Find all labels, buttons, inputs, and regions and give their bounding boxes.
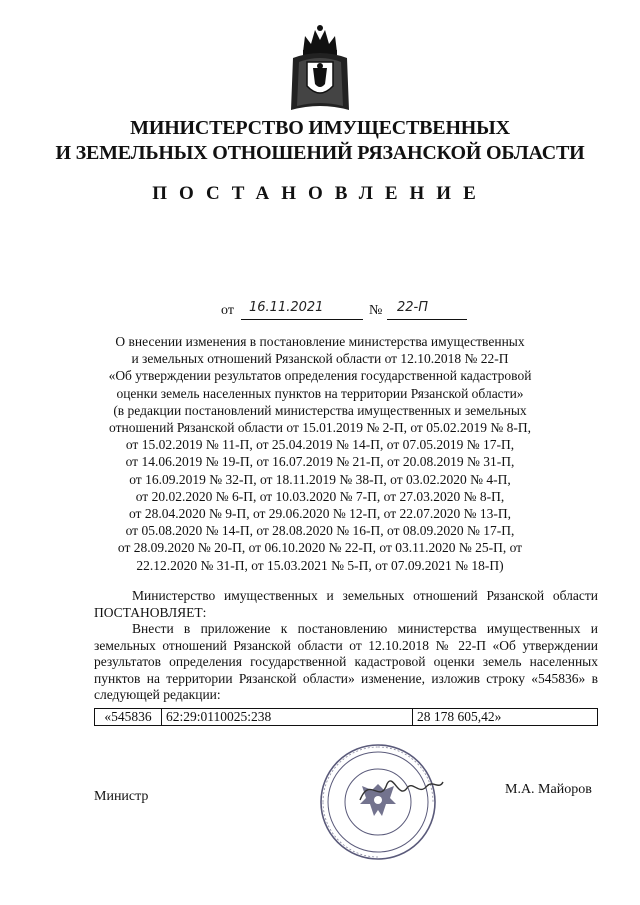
subject-line: отношений Рязанской области от 15.01.2019 № 2-П, от 05.02.2019 № 8-П, [109, 420, 531, 436]
ministry-name-line2: И ЗЕМЕЛЬНЫХ ОТНОШЕНИЙ РЯЗАНСКОЙ ОБЛАСТИ [55, 142, 585, 164]
amendment-table [94, 708, 598, 726]
body-paragraph-resolution: Министерство имущественных и земельных отношений Рязанской области ПОСТАНОВЛЯЕТ: [94, 588, 598, 620]
date-underline [241, 319, 363, 320]
table-cell-cadastral-number: 62:29:0110025:238 [162, 709, 413, 726]
subject-line: от 28.04.2020 № 9-П, от 29.06.2020 № 12-П, от 22.07.2020 № 13-П, [128, 506, 512, 522]
signatory-position: Министр [94, 789, 149, 804]
document-body [94, 588, 598, 704]
subject-line: от 14.06.2019 № 19-П, от 16.07.2019 № 21-П, от 20.08.2019 № 31-П, [125, 454, 515, 470]
subject-line: (в редакции постановлений министерства имущественных и земельных [113, 402, 527, 418]
date-number-line [221, 300, 481, 322]
subject-line: от 28.09.2020 № 20-П, от 06.10.2020 № 22-П, от 03.11.2020 № 25-П, от [117, 540, 523, 556]
table-cell-row-number: «545836 [95, 709, 162, 726]
subject-line: от 16.09.2019 № 32-П, от 18.11.2019 № 38-П, от 03.02.2020 № 4-П, [129, 471, 511, 487]
number-prefix-label: № [369, 303, 383, 318]
subject-line: и земельных отношений Рязанской области от 12.10.2018 № 22-П [131, 351, 509, 367]
body-paragraph-amendment: Внести в приложение к постановлению министерства имущественных и земельных отношений Рязанской области от 12.10.2018 № 22-П «Об утверждении результатов определения государственной кадастровой оценки земель населенных пунктов на территории Рязанской области» изменение, изложив строку «545836» в следующей редакции: [94, 621, 598, 702]
subject-line: от 15.02.2019 № 11-П, от 25.04.2019 № 14-П, от 07.05.2019 № 17-П, [125, 437, 515, 453]
subject-line: «Об утверждении результатов определения государственной кадастровой [108, 368, 532, 384]
subject-line: 22.12.2020 № 31-П, от 15.03.2021 № 5-П, от 07.09.2021 № 18-П) [136, 557, 504, 573]
signatory-name: М.А. Майоров [505, 782, 592, 797]
date-prefix-label: от [221, 303, 234, 318]
handwritten-number: 22-П [397, 300, 429, 315]
subject-line: от 05.08.2020 № 14-П, от 28.08.2020 № 16-П, от 08.09.2020 № 17-П, [125, 523, 515, 539]
subject-line: от 20.02.2020 № 6-П, от 10.03.2020 № 7-П, от 27.03.2020 № 8-П, [135, 488, 505, 504]
table-cell-cadastral-value: 28 178 605,42» [413, 709, 598, 726]
handwritten-date: 16.11.2021 [249, 300, 324, 315]
coat-of-arms-emblem [289, 22, 351, 114]
document-subject [80, 333, 560, 574]
document-type-title: ПОСТАНОВЛЕНИЕ [152, 183, 488, 204]
table-row [95, 709, 598, 726]
ministry-name-line1: МИНИСТЕРСТВО ИМУЩЕСТВЕННЫХ [130, 117, 510, 139]
number-underline [387, 319, 467, 320]
subject-line: О внесении изменения в постановление министерства имущественных [115, 334, 525, 349]
handwritten-signature [355, 770, 445, 810]
subject-line: оценки земель населенных пунктов на территории Рязанской области» [116, 385, 524, 401]
